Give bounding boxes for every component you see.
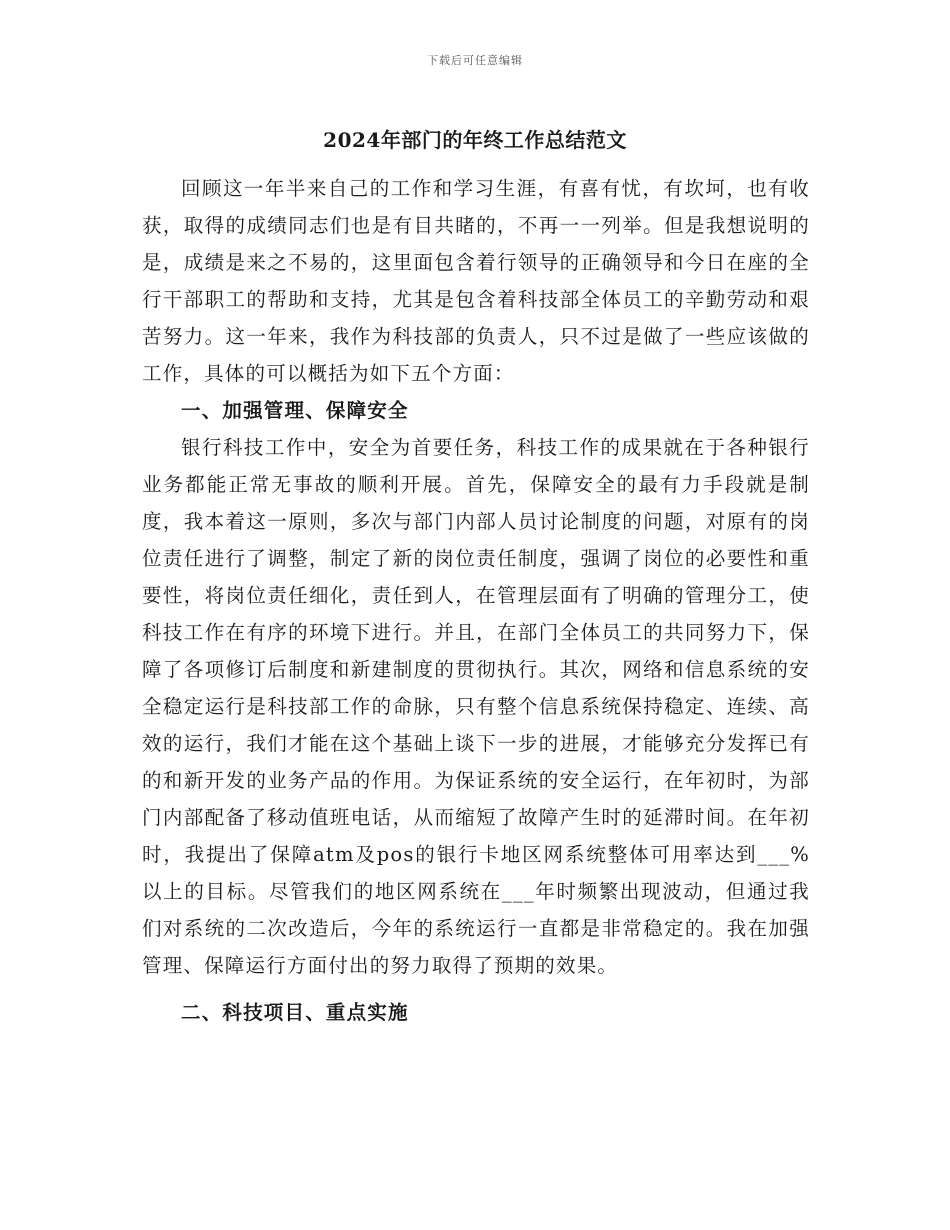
intro-paragraph: 回顾这一年半来自己的工作和学习生涯，有喜有忧，有坎坷，也有收获，取得的成绩同志们也是有目共睹的，不再一一列举。但是我想说明的是，成绩是来之不易的，这里面包含着行领导的正确领导和今日在座的全行干部职工的帮助和支持，尤其是包含着科技部全体员工的辛勤劳动和艰苦努力。这一年来，我作为科技部的负责人，只不过是做了一些应该做的工作，具体的可以概括为如下五个方面： bbox=[142, 177, 810, 385]
section-1-paragraph: 银行科技工作中，安全为首要任务，科技工作的成果就在于各种银行业务都能正常无事故的顺利开展。首先，保障安全的最有力手段就是制度，我本着这一原则，多次与部门内部人员讨论制度的问题，对原有的岗位责任进行了调整，制定了新的岗位责任制度，强调了岗位的必要性和重要性，将岗位责任细化，责任到人，在管理层面有了明确的管理分工，使科技工作在有序的环境下进行。并且，在部门全体员工的共同努力下，保障了各项修订后制度和新建制度的贯彻执行。其次，网络和信息系统的安全稳定运行是科技部工作的命脉，只有整个信息系统保持稳定、连续、高效的运行，我们才能在这个基础上谈下一步的进展，才能够充分发挥已有的和新开发的业务产品的作用。为保证系统的安全运行，在年初时，为部门内部配备了移动值班电话，从而缩短了故障产生时的延滞时间。在年初时，我提出了保障atm及pos的银行卡地区网系统整体可用率达到___%以上的目标。尽管我们的地区网系统在___年时频繁出现波动，但通过我们对系统的二次改造后，今年的系统运行一直都是非常稳定的。我在加强管理、保障运行方面付出的努力取得了预期的效果。 bbox=[142, 436, 810, 977]
page-header-note: 下载后可任意编辑 bbox=[427, 54, 523, 67]
section-1-heading: 一、加强管理、保障安全 bbox=[181, 399, 409, 422]
section-2-heading: 二、科技项目、重点实施 bbox=[181, 1001, 409, 1024]
document-body bbox=[142, 170, 810, 1031]
document-title: 2024年部门的年终工作总结范文 bbox=[323, 128, 627, 152]
